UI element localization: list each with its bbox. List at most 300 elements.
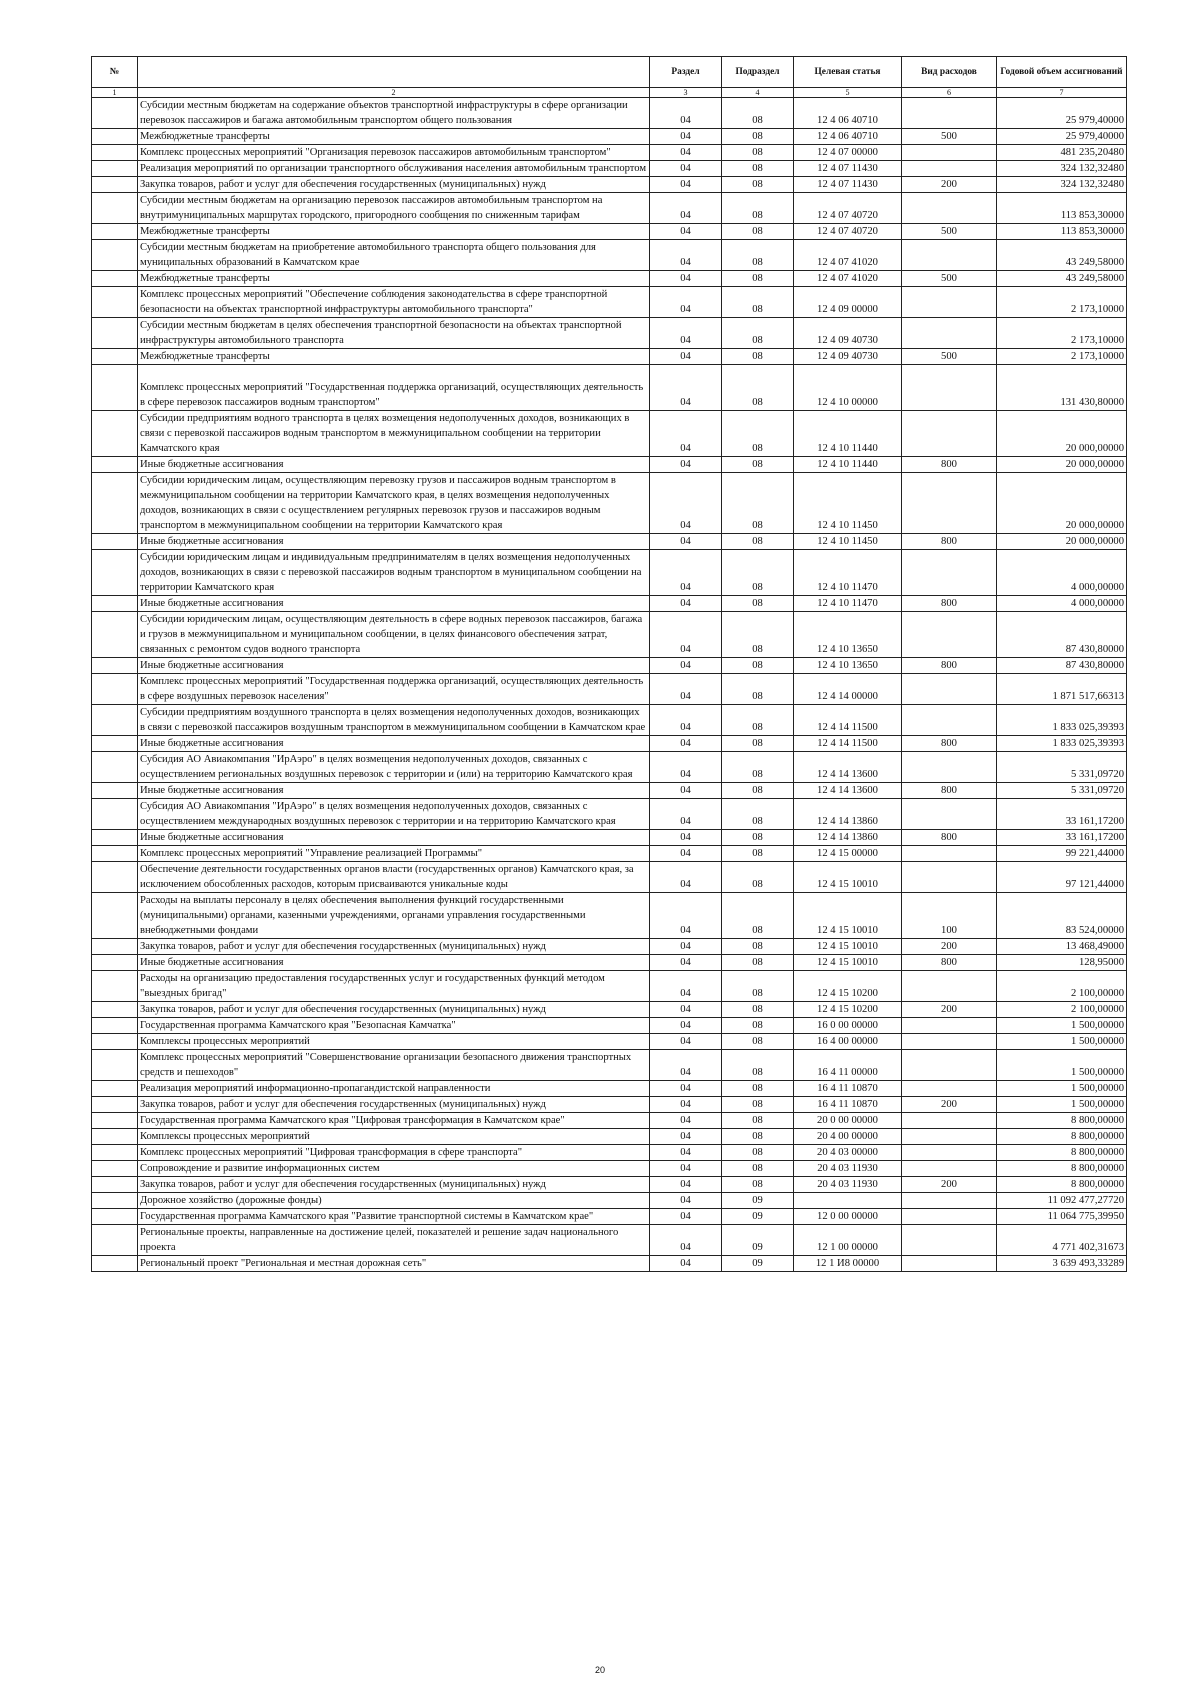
row-expense-type-cell [902,612,997,658]
table-row [92,1097,1127,1113]
row-name-cell: Расходы на организацию предоставления государственных услуг и государственных функций методом "выездных бригад" [138,971,650,1002]
row-expense-type-cell [902,98,997,129]
table-row [92,550,1127,596]
row-number-cell [92,752,138,783]
row-podrazdel-cell: 08 [722,971,794,1002]
row-podrazdel-cell: 08 [722,473,794,534]
row-name-cell: Государственная программа Камчатского края "Цифровая трансформация в Камчатском крае" [138,1113,650,1129]
row-name-cell: Закупка товаров, работ и услуг для обеспечения государственных (муниципальных) нужд [138,1097,650,1113]
row-amount-cell: 11 092 477,27720 [997,1193,1127,1209]
row-razdel-cell: 04 [650,129,722,145]
row-target-article-cell: 20 0 00 00000 [794,1113,902,1129]
row-amount-cell: 1 500,00000 [997,1018,1127,1034]
row-podrazdel-cell: 08 [722,1129,794,1145]
row-target-article-cell: 12 4 15 10010 [794,939,902,955]
row-name-cell: Реализация мероприятий по организации транспортного обслуживания населения автомобильным транспортом [138,161,650,177]
row-amount-cell: 1 833 025,39393 [997,705,1127,736]
row-name-cell: Комплексы процессных мероприятий [138,1129,650,1145]
row-expense-type-cell [902,1129,997,1145]
row-number-cell [92,862,138,893]
table-row [92,411,1127,457]
row-number-cell [92,349,138,365]
row-expense-type-cell [902,799,997,830]
row-target-article-cell: 12 4 10 00000 [794,365,902,411]
row-expense-type-cell [902,1113,997,1129]
row-number-cell [92,783,138,799]
column-number: 4 [722,88,794,98]
row-expense-type-cell [902,1161,997,1177]
row-number-cell [92,1050,138,1081]
row-name-cell: Иные бюджетные ассигнования [138,955,650,971]
row-expense-type-cell [902,1209,997,1225]
row-podrazdel-cell: 08 [722,534,794,550]
row-name-cell: Субсидии местным бюджетам на содержание объектов транспортной инфраструктуры в сфере организации перевозок пассажиров и багажа автомобильным транспортом общего пользования [138,98,650,129]
row-target-article-cell: 16 4 00 00000 [794,1034,902,1050]
row-razdel-cell: 04 [650,674,722,705]
row-name-cell: Региональный проект "Региональная и местная дорожная сеть" [138,1256,650,1272]
row-number-cell [92,658,138,674]
row-expense-type-cell [902,705,997,736]
row-expense-type-cell [902,1256,997,1272]
row-name-cell: Межбюджетные трансферты [138,129,650,145]
row-name-cell: Комплекс процессных мероприятий "Организация перевозок пассажиров автомобильным транспортом" [138,145,650,161]
row-podrazdel-cell: 09 [722,1256,794,1272]
row-target-article-cell: 12 4 15 00000 [794,846,902,862]
row-name-cell: Межбюджетные трансферты [138,224,650,240]
row-target-article-cell: 12 4 10 11450 [794,473,902,534]
row-amount-cell: 1 500,00000 [997,1050,1127,1081]
row-number-cell [92,1129,138,1145]
row-amount-cell: 20 000,00000 [997,457,1127,473]
row-razdel-cell: 04 [650,939,722,955]
row-number-cell [92,161,138,177]
row-amount-cell: 4 000,00000 [997,550,1127,596]
row-number-cell [92,1256,138,1272]
row-podrazdel-cell: 08 [722,129,794,145]
row-target-article-cell: 16 4 11 10870 [794,1097,902,1113]
row-amount-cell: 2 173,10000 [997,349,1127,365]
row-podrazdel-cell: 08 [722,98,794,129]
row-number-cell [92,1193,138,1209]
row-amount-cell: 87 430,80000 [997,658,1127,674]
row-target-article-cell: 12 4 07 41020 [794,240,902,271]
row-razdel-cell: 04 [650,349,722,365]
table-row [92,1018,1127,1034]
row-name-cell: Расходы на выплаты персоналу в целях обеспечения выполнения функций государственными (муниципальными) органами, казенными учреждениями, органами управления государственными внебюджетными фондами [138,893,650,939]
row-expense-type-cell: 200 [902,1097,997,1113]
row-number-cell [92,1113,138,1129]
row-razdel-cell: 04 [650,971,722,1002]
row-target-article-cell: 12 4 14 11500 [794,705,902,736]
row-name-cell: Комплексы процессных мероприятий [138,1034,650,1050]
row-name-cell: Комплекс процессных мероприятий "Совершенствование организации безопасного движения транспортных средств и пешеходов" [138,1050,650,1081]
row-razdel-cell: 04 [650,1002,722,1018]
row-number-cell [92,736,138,752]
row-name-cell: Субсидия АО Авиакомпания "ИрАэро" в целях возмещения недополученных доходов, связанных с осуществлением международных воздушных перевозок с территории и на территорию Камчатского края [138,799,650,830]
row-expense-type-cell: 500 [902,224,997,240]
row-target-article-cell: 12 4 07 40720 [794,193,902,224]
row-amount-cell: 33 161,17200 [997,830,1127,846]
row-name-cell: Межбюджетные трансферты [138,271,650,287]
row-target-article-cell: 12 4 10 11450 [794,534,902,550]
row-expense-type-cell [902,862,997,893]
row-podrazdel-cell: 08 [722,1081,794,1097]
row-podrazdel-cell: 08 [722,862,794,893]
row-number-cell [92,612,138,658]
row-expense-type-cell [902,193,997,224]
table-row [92,287,1127,318]
row-target-article-cell: 12 4 10 13650 [794,612,902,658]
row-razdel-cell: 04 [650,846,722,862]
table-row [92,1081,1127,1097]
table-row [92,224,1127,240]
row-expense-type-cell [902,1018,997,1034]
row-amount-cell: 43 249,58000 [997,271,1127,287]
row-podrazdel-cell: 09 [722,1193,794,1209]
row-razdel-cell: 04 [650,473,722,534]
row-expense-type-cell: 500 [902,129,997,145]
row-expense-type-cell: 200 [902,177,997,193]
row-amount-cell: 128,95000 [997,955,1127,971]
row-number-cell [92,550,138,596]
row-razdel-cell: 04 [650,1097,722,1113]
row-number-cell [92,129,138,145]
row-name-cell: Иные бюджетные ассигнования [138,783,650,799]
row-target-article-cell: 20 4 03 11930 [794,1177,902,1193]
row-amount-cell: 8 800,00000 [997,1129,1127,1145]
row-expense-type-cell [902,1225,997,1256]
row-number-cell [92,799,138,830]
row-razdel-cell: 04 [650,658,722,674]
table-row [92,612,1127,658]
row-amount-cell: 5 331,09720 [997,752,1127,783]
row-target-article-cell: 12 4 14 13860 [794,830,902,846]
header-razdel: Раздел [650,57,722,88]
row-razdel-cell: 04 [650,224,722,240]
row-number-cell [92,1034,138,1050]
row-amount-cell: 113 853,30000 [997,224,1127,240]
row-podrazdel-cell: 08 [722,658,794,674]
column-number: 3 [650,88,722,98]
row-expense-type-cell [902,318,997,349]
row-target-article-cell: 12 4 10 11470 [794,550,902,596]
row-amount-cell: 1 833 025,39393 [997,736,1127,752]
row-razdel-cell: 04 [650,1225,722,1256]
row-razdel-cell: 04 [650,1161,722,1177]
row-razdel-cell: 04 [650,1113,722,1129]
row-podrazdel-cell: 08 [722,596,794,612]
row-amount-cell: 1 500,00000 [997,1034,1127,1050]
row-target-article-cell: 12 4 10 11440 [794,411,902,457]
row-number-cell [92,318,138,349]
row-name-cell: Субсидии предприятиям воздушного транспорта в целях возмещения недополученных доходов, возникающих в связи с перевозкой пассажиров воздушным транспортом в межмуниципальном сообщении в Камчатском крае [138,705,650,736]
row-podrazdel-cell: 08 [722,705,794,736]
row-name-cell: Иные бюджетные ассигнования [138,457,650,473]
row-podrazdel-cell: 08 [722,846,794,862]
row-number-cell [92,1209,138,1225]
row-target-article-cell: 12 4 14 13600 [794,783,902,799]
row-name-cell: Комплекс процессных мероприятий "Управление реализацией Программы" [138,846,650,862]
row-podrazdel-cell: 08 [722,752,794,783]
row-razdel-cell: 04 [650,955,722,971]
row-number-cell [92,1177,138,1193]
table-row [92,1034,1127,1050]
table-row [92,1193,1127,1209]
row-target-article-cell: 12 4 14 00000 [794,674,902,705]
budget-document [91,56,1126,1272]
table-row [92,177,1127,193]
row-name-cell: Субсидии юридическим лицам, осуществляющим перевозку грузов и пассажиров водным транспортом в межмуниципальном сообщении на территории Камчатского края, в целях возмещения недополученных доходов, возникающих в связи с осуществлением регулярных перевозок грузов и пассажиров водным транспортом в межмуниципальном сообщении на территории Камчатского края [138,473,650,534]
row-name-cell: Закупка товаров, работ и услуг для обеспечения государственных (муниципальных) нужд [138,1002,650,1018]
row-expense-type-cell [902,161,997,177]
row-target-article-cell: 12 4 10 11440 [794,457,902,473]
row-expense-type-cell [902,365,997,411]
row-target-article-cell: 16 4 11 00000 [794,1050,902,1081]
table-row [92,783,1127,799]
row-name-cell: Межбюджетные трансферты [138,349,650,365]
row-target-article-cell: 20 4 00 00000 [794,1129,902,1145]
row-podrazdel-cell: 08 [722,177,794,193]
row-podrazdel-cell: 08 [722,411,794,457]
table-row [92,658,1127,674]
budget-table [91,56,1127,1272]
table-row [92,145,1127,161]
row-razdel-cell: 04 [650,752,722,783]
table-row [92,318,1127,349]
header-target-article: Целевая статья [794,57,902,88]
row-target-article-cell: 12 4 09 00000 [794,287,902,318]
row-razdel-cell: 04 [650,1050,722,1081]
row-amount-cell: 1 500,00000 [997,1097,1127,1113]
table-row [92,473,1127,534]
row-name-cell: Иные бюджетные ассигнования [138,534,650,550]
row-razdel-cell: 04 [650,161,722,177]
row-name-cell: Дорожное хозяйство (дорожные фонды) [138,1193,650,1209]
row-razdel-cell: 04 [650,271,722,287]
row-expense-type-cell: 200 [902,1177,997,1193]
row-number-cell [92,1225,138,1256]
row-amount-cell: 2 100,00000 [997,971,1127,1002]
row-expense-type-cell [902,846,997,862]
row-amount-cell: 481 235,20480 [997,145,1127,161]
row-razdel-cell: 04 [650,612,722,658]
row-amount-cell: 33 161,17200 [997,799,1127,830]
row-target-article-cell: 12 4 07 11430 [794,161,902,177]
row-expense-type-cell: 800 [902,955,997,971]
table-row [92,862,1127,893]
row-amount-cell: 87 430,80000 [997,612,1127,658]
table-row [92,893,1127,939]
row-amount-cell: 131 430,80000 [997,365,1127,411]
row-number-cell [92,893,138,939]
row-number-cell [92,674,138,705]
row-podrazdel-cell: 09 [722,1225,794,1256]
row-expense-type-cell: 500 [902,271,997,287]
table-body [92,98,1127,1272]
row-razdel-cell: 04 [650,1193,722,1209]
row-name-cell: Комплекс процессных мероприятий "Государственная поддержка организаций, осуществляющих деятельность в сфере воздушных перевозок населения" [138,674,650,705]
header-annual-amount: Годовой объем ассигнований [997,57,1127,88]
table-row [92,129,1127,145]
row-target-article-cell: 12 4 14 11500 [794,736,902,752]
row-amount-cell: 3 639 493,33289 [997,1256,1127,1272]
row-name-cell: Субсидии местным бюджетам на организацию перевозок пассажиров автомобильным транспортом на внутримуниципальных маршрутах городского, пригородного сообщения по сниженным тарифам [138,193,650,224]
row-expense-type-cell [902,473,997,534]
row-number-cell [92,939,138,955]
row-number-cell [92,1097,138,1113]
table-row [92,971,1127,1002]
row-razdel-cell: 04 [650,145,722,161]
row-podrazdel-cell: 08 [722,240,794,271]
row-podrazdel-cell: 08 [722,674,794,705]
row-podrazdel-cell: 08 [722,1097,794,1113]
row-target-article-cell: 12 4 09 40730 [794,349,902,365]
row-amount-cell: 25 979,40000 [997,98,1127,129]
row-number-cell [92,240,138,271]
column-number: 2 [138,88,650,98]
column-number: 5 [794,88,902,98]
table-row [92,240,1127,271]
row-podrazdel-cell: 09 [722,1209,794,1225]
row-name-cell: Закупка товаров, работ и услуг для обеспечения государственных (муниципальных) нужд [138,939,650,955]
row-target-article-cell: 20 4 03 11930 [794,1161,902,1177]
table-row [92,271,1127,287]
row-expense-type-cell: 500 [902,349,997,365]
row-podrazdel-cell: 08 [722,612,794,658]
row-podrazdel-cell: 08 [722,830,794,846]
row-name-cell: Субсидии юридическим лицам и индивидуальным предпринимателям в целях возмещения недополученных доходов, возникающих в связи с перевозкой пассажиров водным транспортом в муниципальном сообщении на территории Камчатского края [138,550,650,596]
row-number-cell [92,98,138,129]
row-target-article-cell: 12 4 15 10200 [794,1002,902,1018]
row-podrazdel-cell: 08 [722,145,794,161]
table-row [92,1209,1127,1225]
row-razdel-cell: 04 [650,1256,722,1272]
row-number-cell [92,1018,138,1034]
row-podrazdel-cell: 08 [722,1145,794,1161]
row-number-cell [92,596,138,612]
row-amount-cell: 1 871 517,66313 [997,674,1127,705]
row-name-cell: Региональные проекты, направленные на достижение целей, показателей и решение задач национального проекта [138,1225,650,1256]
row-name-cell: Комплекс процессных мероприятий "Обеспечение соблюдения законодательства в сфере транспортной безопасности на объектах транспортной инфраструктуры автомобильного транспорта" [138,287,650,318]
row-target-article-cell: 12 4 14 13600 [794,752,902,783]
table-row [92,1002,1127,1018]
row-target-article-cell: 12 4 07 41020 [794,271,902,287]
row-razdel-cell: 04 [650,1034,722,1050]
row-razdel-cell: 04 [650,705,722,736]
row-amount-cell: 5 331,09720 [997,783,1127,799]
row-target-article-cell: 12 1 И8 00000 [794,1256,902,1272]
row-podrazdel-cell: 08 [722,1034,794,1050]
row-razdel-cell: 04 [650,240,722,271]
row-name-cell: Субсидия АО Авиакомпания "ИрАэро" в целях возмещения недополученных доходов, связанных с осуществлением региональных воздушных перевозок с территории и (или) на территорию Камчатского края [138,752,650,783]
row-expense-type-cell [902,411,997,457]
table-row [92,534,1127,550]
row-razdel-cell: 04 [650,193,722,224]
row-target-article-cell: 12 1 00 00000 [794,1225,902,1256]
row-razdel-cell: 04 [650,98,722,129]
table-row [92,830,1127,846]
row-amount-cell: 8 800,00000 [997,1161,1127,1177]
row-amount-cell: 20 000,00000 [997,473,1127,534]
row-expense-type-cell: 200 [902,939,997,955]
row-target-article-cell: 16 0 00 00000 [794,1018,902,1034]
table-row [92,1113,1127,1129]
row-expense-type-cell: 800 [902,830,997,846]
row-amount-cell: 324 132,32480 [997,177,1127,193]
row-amount-cell: 2 173,10000 [997,287,1127,318]
row-expense-type-cell: 800 [902,596,997,612]
row-name-cell: Иные бюджетные ассигнования [138,596,650,612]
row-number-cell [92,224,138,240]
row-target-article-cell: 12 4 15 10010 [794,862,902,893]
row-amount-cell: 2 100,00000 [997,1002,1127,1018]
row-number-cell [92,534,138,550]
row-podrazdel-cell: 08 [722,550,794,596]
row-number-cell [92,193,138,224]
row-podrazdel-cell: 08 [722,1018,794,1034]
table-row [92,1177,1127,1193]
table-row [92,596,1127,612]
row-number-cell [92,1161,138,1177]
header-expense-type: Вид расходов [902,57,997,88]
row-podrazdel-cell: 08 [722,1002,794,1018]
row-name-cell: Комплекс процессных мероприятий "Государственная поддержка организаций, осуществляющих деятельность в сфере перевозок пассажиров водным транспортом" [138,365,650,411]
row-number-cell [92,971,138,1002]
row-expense-type-cell [902,1081,997,1097]
row-podrazdel-cell: 08 [722,224,794,240]
row-name-cell: Субсидии юридическим лицам, осуществляющим деятельность в сфере водных перевозок пассажиров, багажа и грузов в межмуниципальном и муниципальном сообщении, в целях финансового обеспечения затрат, связанных с ремонтом судов водного транспорта [138,612,650,658]
row-podrazdel-cell: 08 [722,1050,794,1081]
row-number-cell [92,846,138,862]
row-name-cell: Субсидии предприятиям водного транспорта в целях возмещения недополученных доходов, возникающих в связи с перевозкой пассажиров водным транспортом в межмуниципальном сообщении на территории Камчатского края [138,411,650,457]
row-amount-cell: 324 132,32480 [997,161,1127,177]
row-expense-type-cell: 800 [902,534,997,550]
row-expense-type-cell [902,971,997,1002]
row-amount-cell: 8 800,00000 [997,1177,1127,1193]
row-name-cell: Реализация мероприятий информационно-пропагандистской направленности [138,1081,650,1097]
row-number-cell [92,1002,138,1018]
row-razdel-cell: 04 [650,1081,722,1097]
table-row [92,1256,1127,1272]
row-name-cell: Закупка товаров, работ и услуг для обеспечения государственных (муниципальных) нужд [138,177,650,193]
row-podrazdel-cell: 08 [722,893,794,939]
row-amount-cell: 25 979,40000 [997,129,1127,145]
table-row [92,1050,1127,1081]
row-number-cell [92,830,138,846]
row-name-cell: Иные бюджетные ассигнования [138,658,650,674]
column-number: 6 [902,88,997,98]
row-target-article-cell: 12 4 06 40710 [794,129,902,145]
table-row [92,457,1127,473]
row-name-cell: Субсидии местным бюджетам в целях обеспечения транспортной безопасности на объектах транспортной инфраструктуры автомобильного транспорта [138,318,650,349]
table-row [92,349,1127,365]
row-amount-cell: 1 500,00000 [997,1081,1127,1097]
row-number-cell [92,287,138,318]
row-expense-type-cell [902,1050,997,1081]
row-expense-type-cell: 800 [902,658,997,674]
row-razdel-cell: 04 [650,893,722,939]
table-row [92,939,1127,955]
table-row [92,365,1127,411]
row-expense-type-cell [902,145,997,161]
row-target-article-cell: 12 4 14 13860 [794,799,902,830]
row-razdel-cell: 04 [650,1209,722,1225]
row-number-cell [92,955,138,971]
row-number-cell [92,365,138,411]
header-name [138,57,650,88]
row-podrazdel-cell: 08 [722,365,794,411]
table-row [92,752,1127,783]
